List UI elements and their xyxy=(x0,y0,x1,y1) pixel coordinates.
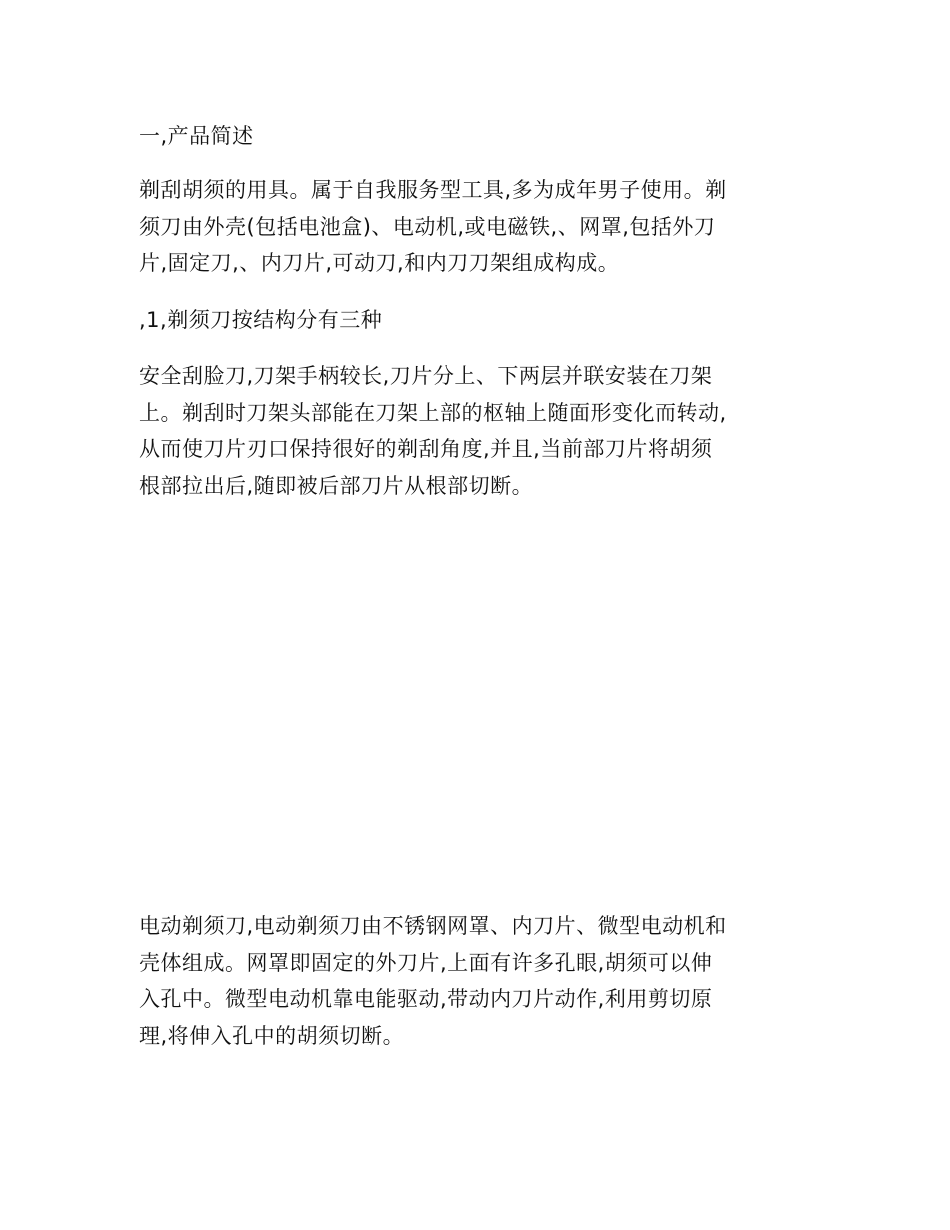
paragraph-line: 剃刮胡须的用具。属于自我服务型工具,多为成年男子使用。剃 xyxy=(139,178,727,202)
heading-line: 一,产品简述 xyxy=(139,124,254,148)
section-heading-product-overview xyxy=(139,118,819,155)
paragraph-safety-razor xyxy=(139,358,819,504)
paragraph-line: 片,固定刀,、内刀片,可动刀,和内刀刀架组成构成。 xyxy=(139,251,620,275)
paragraph-line: 安全刮脸刀,刀架手柄较长,刀片分上、下两层并联安装在刀架 xyxy=(139,364,713,388)
section-heading-structure-types xyxy=(139,302,819,339)
paragraph-line: 上。剃刮时刀架头部能在刀架上部的枢轴上随面形变化而转动, xyxy=(139,400,727,425)
paragraph-intro xyxy=(139,172,819,282)
paragraph-line: 电动剃须刀,电动剃须刀由不锈钢网罩、内刀片、微型电动机和 xyxy=(139,914,727,938)
paragraph-line: 须刀由外壳(包括电池盒)、电动机,或电磁铁,、网罩,包括外刀 xyxy=(139,214,716,239)
heading-line: ,1,剃须刀按结构分有三种 xyxy=(139,308,383,332)
paragraph-line: 入孔中。微型电动机靠电能驱动,带动内刀片动作,利用剪切原 xyxy=(139,987,713,1011)
paragraph-line: 壳体组成。网罩即固定的外刀片,上面有许多孔眼,胡须可以伸 xyxy=(139,950,713,975)
paragraph-line: 理,将伸入孔中的胡须切断。 xyxy=(139,1023,405,1048)
paragraph-electric-shaver xyxy=(139,908,819,1054)
paragraph-line: 根部拉出后,随即被后部刀片从根部切断。 xyxy=(139,473,534,498)
paragraph-line: 从而使刀片刃口保持很好的剃刮角度,并且,当前部刀片将胡须 xyxy=(139,437,713,461)
